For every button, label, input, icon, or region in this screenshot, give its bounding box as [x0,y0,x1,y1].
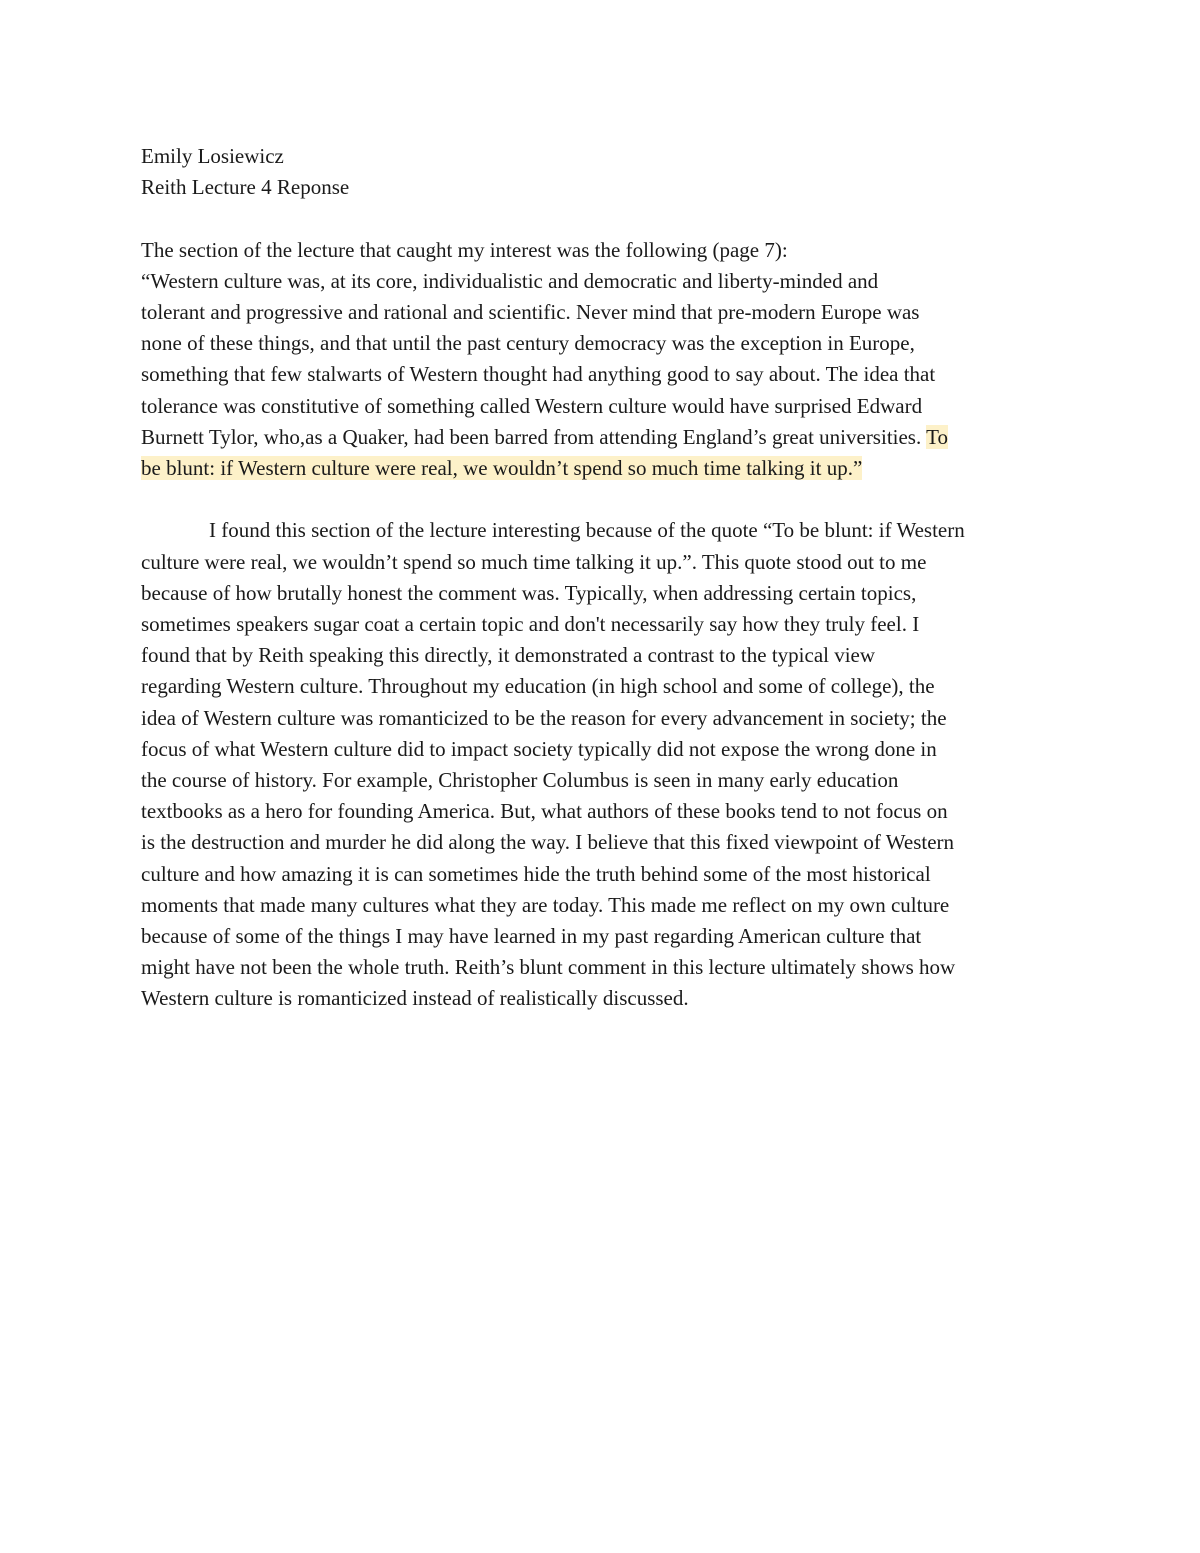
quoted-passage [141,266,1066,484]
paragraph-line: culture and how amazing it is can sometimes hide the truth behind some of the most historical [141,861,931,886]
quote-line [141,422,1066,453]
paragraph-line: idea of Western culture was romanticized to be the reason for every advancement in society; the [141,705,947,730]
paragraph-line: sometimes speakers sugar coat a certain topic and don't necessarily say how they truly feel. I [141,612,920,637]
assignment-title: Reith Lecture 4 Reponse [141,175,350,200]
quote-line: tolerant and progressive and rational and scientific. Never mind that pre-modern Europe was [141,300,920,324]
highlighted-text: be blunt: if Western culture were real, we wouldn’t spend so much time talking it up.” [141,456,863,481]
quote-line: tolerance was constitutive of something called Western culture would have surprised Edward [141,393,923,418]
intro-line: The section of the lecture that caught my interest was the following (page 7): [141,237,788,262]
quote-line: something that few stalwarts of Western thought had anything good to say about. The idea that [141,362,936,387]
spacer [141,484,1066,515]
paragraph-line: is the destruction and murder he did along the way. I believe that this fixed viewpoint of Western [141,830,955,855]
paragraph-line: because of some of the things I may have learned in my past regarding American culture that [141,924,922,949]
paragraph-line: I found this section of the lecture interesting because of the quote “To be blunt: if Western [209,518,965,543]
paragraph-line: regarding Western culture. Throughout my education (in high school and some of college), the [141,674,935,699]
paragraph-line: found that by Reith speaking this directly, it demonstrated a contrast to the typical view [141,643,876,668]
quote-line: none of these things, and that until the past century democracy was the exception in Europe, [141,331,915,356]
quote-line: “Western culture was, at its core, individualistic and democratic and liberty-minded and [141,268,879,293]
paragraph-line: Western culture is romanticized instead of realistically discussed. [141,986,689,1011]
paragraph-line: because of how brutally honest the comment was. Typically, when addressing certain topics, [141,580,917,605]
author-name: Emily Losiewicz [141,144,284,168]
paragraph-line: textbooks as a hero for founding America. But, what authors of these books tend to not focus on [141,799,948,824]
paragraph-line: might have not been the whole truth. Reith’s blunt comment in this lecture ultimately shows how [141,955,956,980]
paragraph-line: moments that made many cultures what they are today. This made me reflect on my own culture [141,892,950,917]
quote-text: Burnett Tylor, who,as a Quaker, had been barred from attending England’s great universities. [141,424,927,449]
spacer [141,203,1066,234]
paragraph-line: focus of what Western culture did to impact society typically did not expose the wrong done in [141,736,937,761]
response-paragraph [141,515,1066,1014]
paragraph-line: culture were real, we wouldn’t spend so much time talking it up.”. This quote stood out to me [141,549,927,574]
document-body [141,141,1066,1015]
paragraph-line: the course of history. For example, Christopher Columbus is seen in many early education [141,768,899,793]
highlighted-text: To [926,424,948,449]
quote-line [141,453,1066,484]
